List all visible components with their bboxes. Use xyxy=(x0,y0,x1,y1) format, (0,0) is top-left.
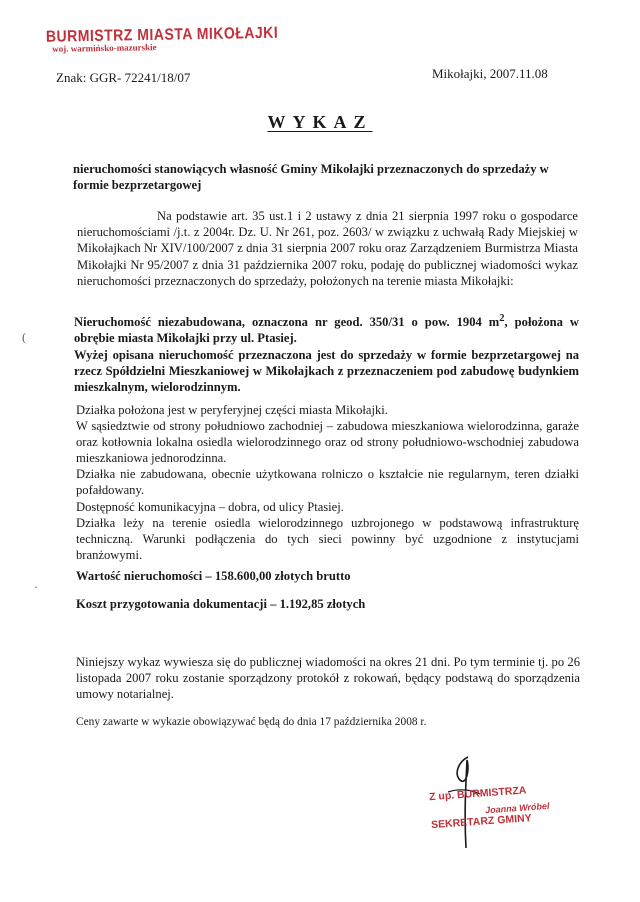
property-value: Wartość nieruchomości – 158.600,00 złotych brutto xyxy=(76,569,351,583)
detail-line: W sąsiedztwie od strony południowo zachodniej – zabudowa mieszkaniowa wielorodzinna, garaże oraz kotłownia lokalna osiedla wielorodzinnego oraz od strony południowo-wschodniej zabudowa mieszkaniowa jednorodzinna. xyxy=(76,419,579,466)
signature-stamp xyxy=(429,783,551,831)
stamp-title: BURMISTRZ MIASTA MIKOŁAJKI xyxy=(45,22,279,46)
signatory-role: SEKRETARZ GMINY xyxy=(430,812,533,832)
document-subtitle: nieruchomości stanowiących własność Gminy Mikołajki przeznaczonych do sprzedaży w formie bezprzetargowej xyxy=(73,162,549,192)
property-section xyxy=(74,311,579,395)
property-description xyxy=(74,311,579,347)
document-title xyxy=(0,112,640,133)
margin-mark: · xyxy=(34,580,38,594)
reference-number: Znak: GGR- 72241/18/07 xyxy=(56,70,191,85)
stamp-region: woj. warmińsko-mazurskie xyxy=(52,42,157,54)
signature-authority: Z up. BURMISTRZA xyxy=(428,784,527,804)
margin-mark: ( xyxy=(22,330,26,344)
detail-line: Działka leży na terenie osiedla wielorodzinnego uzbrojonego w podstawową infrastrukturę techniczną. Warunki podłączenia do tych sieci powinny być uzgodnione z instytucjami branżowymi. xyxy=(76,515,579,562)
property-details xyxy=(76,402,579,563)
place-date: Mikołajki, 2007.11.08 xyxy=(432,66,548,81)
documentation-cost: Koszt przygotowania dokumentacji – 1.192,85 złotych xyxy=(76,597,366,611)
property-description-location: , położona w obrębie miasta Mikołajki przy ul. Ptasiej. xyxy=(74,315,579,346)
area-unit-exponent: 2 xyxy=(499,313,505,324)
intro-paragraph: Na podstawie art. 35 ust.1 i 2 ustawy z dnia 21 sierpnia 1997 roku o gospodarce nieruchomościami /j.t. z 2004r. Dz. U. Nr 261, poz. 2603/ w związku z uchwałą Rady Miejskiej w Mikołajkach Nr XIV/100/2007 z dnia 31 sierpnia 2007 roku oraz Zarządzeniem Burmistrza Miasta Mikołajki Nr 95/2007 z dnia 31 października 2007 roku, podaję do publicznej wiadomości wykaz nieruchomości przeznaczonych do sprzedaży, położonych na terenie miasta Mikołajki: xyxy=(77,209,578,288)
signatory-name: Joanna Wróbel xyxy=(484,800,550,816)
notice-paragraph: Niniejszy wykaz wywiesza się do publicznej wiadomości na okres 21 dni. Po tym terminie tj. po 26 listopada 2007 roku zostanie sporządzony protokół z rokowań, będący podstawą do sporządzenia umowy notarialnej. xyxy=(76,655,580,702)
property-purpose: Wyżej opisana nieruchomość przeznaczona jest do sprzedaży w formie bezprzetargowej na rzecz Spółdzielni Mieszkaniowej w Mikołajkach z przeznaczeniem pod zabudowę budynkiem mieszkalnym, wielorodzinnym. xyxy=(74,347,579,394)
prices-validity-note: Ceny zawarte w wykazie obowiązywać będą do dnia 17 października 2008 r. xyxy=(76,716,427,728)
detail-line: Działka położona jest w peryferyjnej części miasta Mikołajki. xyxy=(76,403,388,417)
mayor-header-stamp xyxy=(46,24,279,55)
property-description-main: Nieruchomość niezabudowana, oznaczona nr geod. 350/31 o pow. 1904 m xyxy=(74,315,500,330)
detail-line: Działka nie zabudowana, obecnie użytkowana rolniczo o kształcie nie regularnym, teren działki pofałdowany. xyxy=(76,467,579,498)
detail-line: Dostępność komunikacyjna – dobra, od ulicy Ptasiej. xyxy=(76,499,344,514)
document-title-text: WYKAZ xyxy=(267,112,373,132)
